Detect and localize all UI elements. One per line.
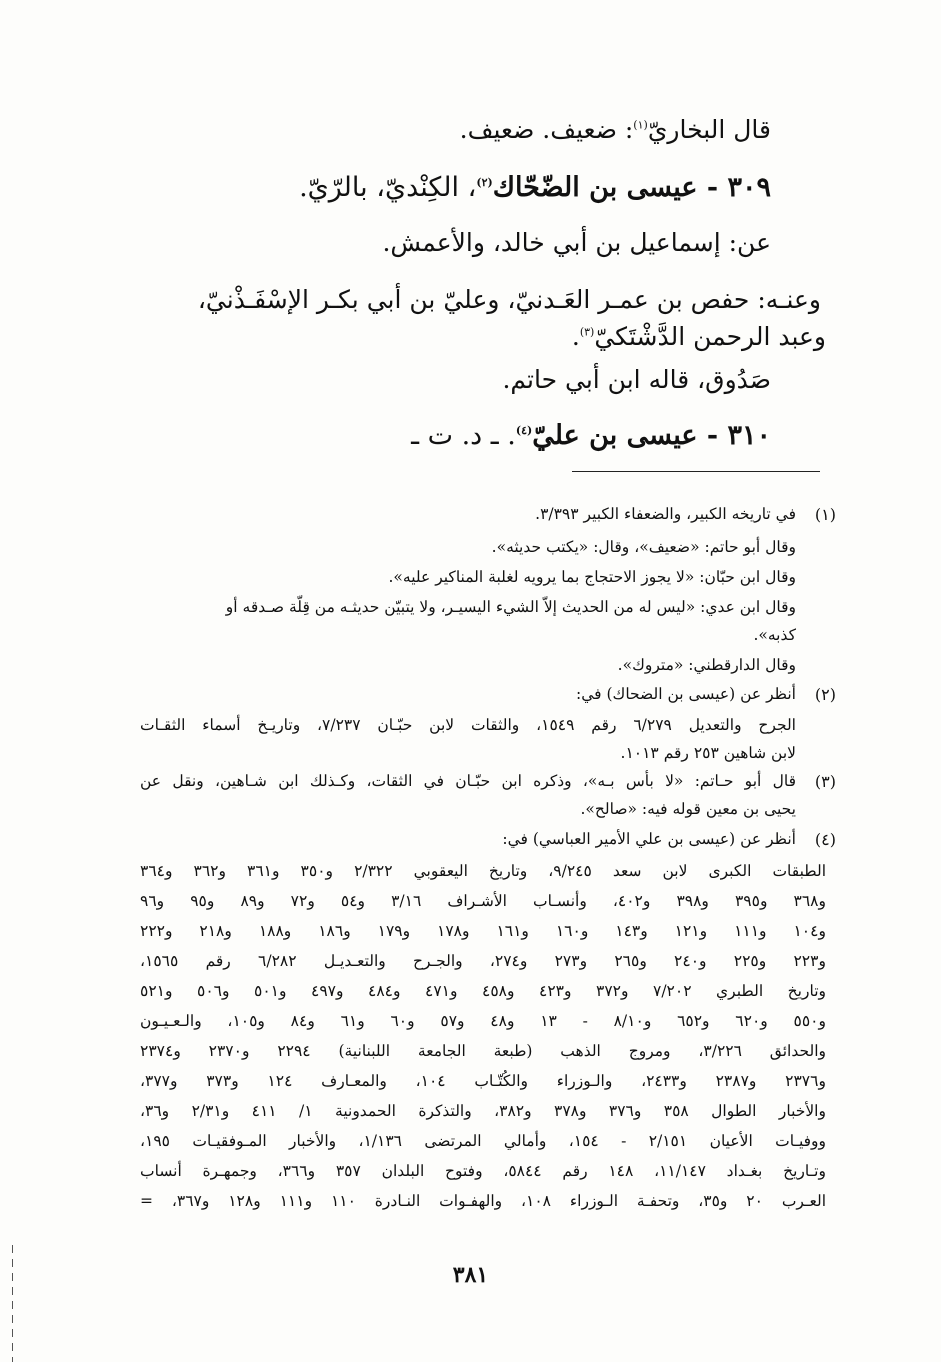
fn2-line-3: لابن شاهين ٢٥٣ رقم ١٠١٣. [620,744,796,762]
main-line-bukhari [460,115,771,144]
fn1-line-1: في تاريخه الكبير، والضعفاء الكبير ٣/٣٩٣. [535,505,796,523]
abdulrahman-rest: . [571,322,580,351]
entry-309-name: ٣٠٩ - عيسى بن الضّحّاك [492,172,771,203]
entry-310-rest: . ـ د. ت ـ [411,420,516,451]
fn4-cont-line: و١٠٤ و١١١ و١٢١ و١٤٣ و١٦٠ و١٦١ و١٧٨ و١٧٩ و١٨٦ و١٨٨ و٢١٨ و٢٢٢ [140,922,826,940]
fn4-cont-line: ووفيـات الأعيان ٢/١٥١ - ١٥٤، وأمالي المرتضى ١/١٣٦، والأخبار المـوفقيـات ١٩٥، [140,1132,827,1150]
bukhari-text: قال البخاريّ [647,115,771,144]
fn4-cont-line: والحدائق ٣/٢٢٦، ومروج الذهب (طبعة الجامعة اللبنانية) ٢٢٩٤ و٢٣٧٠ و٢٣٧٤ [140,1042,826,1060]
entry-310-name: ٣١٠ - عيسى بن عليّ [532,420,771,451]
fn1-number: (١) [814,505,836,524]
fn1-line-4: وقال ابن عدي: «ليس له من الحديث إلاّ الشيء اليسيـر، ولا يتبيّن حديثـه من قِلّة صـدقه أو [225,598,796,616]
fn4-cont-line: وتـاريخ بغـداد ١١/١٤٧، ١٤٨ رقم ٥٨٤٤، وفتوح البلدان ٣٥٧ و٣٦٦، وجمهـرة أنساب [140,1162,826,1180]
fn2-line-2: الجرح والتعديل ٦/٢٧٩ رقم ١٥٤٩، والثقات لابن حبّـان ٧/٢٣٧، وتاريـخ أسماء الثقـات [140,716,796,734]
main-line-abdulrahman [572,322,826,351]
fn1-line-6: وقال الدارقطني: «متروك». [617,656,796,674]
page-number: ٣٨١ [452,1262,489,1288]
footnote-separator [572,471,820,472]
footnote-ref-2: (٢) [476,176,493,189]
fn1-line-2: وقال أبو حاتم: «ضعيف»، وقال: «يكتب حديثه». [491,538,796,556]
entry-309-rest: ، الكِنْديّ، بالرّيّ. [299,172,477,203]
fn3-number: (٣) [814,772,836,791]
fn3-line-2: يحيى بن معين قوله فيه: «صالح». [580,800,796,818]
fn2-number: (٢) [814,685,836,704]
footnote-ref-4: (٤) [515,424,533,437]
entry-309-heading [299,172,771,203]
fn2-line-1: أنظر عن (عيسى بن الضحاك) في: [576,685,796,703]
main-line-wanhu: وعنـه: حفص بن عمـر العَـدنيّ، وعليّ بن أبي بكـر الإسْفَـذْنيّ، [197,285,821,314]
fn4-cont-line: والأخبار الطوال ٣٥٨ و٣٧٦ و٣٧٨ و٣٨٢، والتذكرة الحمدونية ١/ ٤١١ و٢/٣١ و٣٦، [140,1102,826,1120]
fn3-line-1: قال أبو حـاتم: «لا بأس بـه»، وذكره ابن حبّـان في الثقات، وكـذلك ابن شـاهين، ونقل عن [140,772,796,790]
fn4-cont-line: الطبقات الكبرى لابن سعد ٩/٢٤٥، وتاريخ اليعقوبي ٢/٣٢٢ و٣٥٠ و٣٦١ و٣٦٢ و٣٦٤ [140,862,827,880]
footnote-ref-1: (١) [633,118,648,132]
fn4-cont-line: و٣٦٨ و٣٩٥ و٣٩٨ و٤٠٢، وأنسـاب الأشـراف ٣/١٦ و٥٤ و٧٢ و٨٩ و٩٥ و٩٦ [140,892,827,910]
abdulrahman-text: وعبد الرحمن الدَّشْتَكيّ [594,322,826,351]
fn4-cont-line: و٥٥٠ و٦٢٠ و٦٥٢ و٨/١٠ - ١٣ و٤٨ و٥٧ و٦٠ و٦١ و٨٤ و١٠٥، والـعـيـون [140,1012,827,1030]
fn1-line-3: وقال ابن حبّان: «لا يجوز الاحتجاج بما يرويه لغلبة المناكير عليه». [388,568,796,586]
fn4-cont-line: وتاريخ الطبري ٧/٢٠٢ و٣٧٢ و٤٢٣ و٤٥٨ و٤٧١ و٤٨٤ و٤٩٧ و٥٠١ و٥٠٦ و٥٢١ [140,982,827,1000]
fn1-line-5: كذبه». [753,626,796,644]
main-line-an: عن: إسماعيل بن أبي خالد، والأعمش. [382,228,771,257]
fn4-line-1: أنظر عن (عيسى بن علي الأمير العباسي) في: [502,830,796,848]
entry-310-heading [411,420,771,451]
fn4-cont-line: و٢٢٣ و٢٢٥ و٢٤٠ و٢٦٥ و٢٧٣ و٢٧٤، والجـرح والتعـديـل ٦/٢٨٢ رقم ١٥٦٥، [140,952,826,970]
fn4-number: (٤) [814,830,836,849]
footnote-ref-3: (٣) [579,325,595,339]
bukhari-rest: : ضعيف. ضعيف. [459,115,634,144]
main-line-saduq: صَدُوق، قاله ابن أبي حاتم. [502,365,771,394]
fn4-cont-line: و٢٣٧٦ و٢٣٨٧ و٢٤٣٣، والـوزراء والكُتّـاب ١٠٤، والمعـارف ١٢٤ و٣٧٣ و٣٧٧، [140,1072,826,1090]
fn4-cont-line: العـرب ٢٠ و٣٥، وتحفـة الـوزراء ١٠٨، والهفـوات النـادرة ١١٠ و١١١ و١٢٨ و٣٦٧، = [140,1192,827,1210]
margin-scan-mark [12,1245,13,1362]
